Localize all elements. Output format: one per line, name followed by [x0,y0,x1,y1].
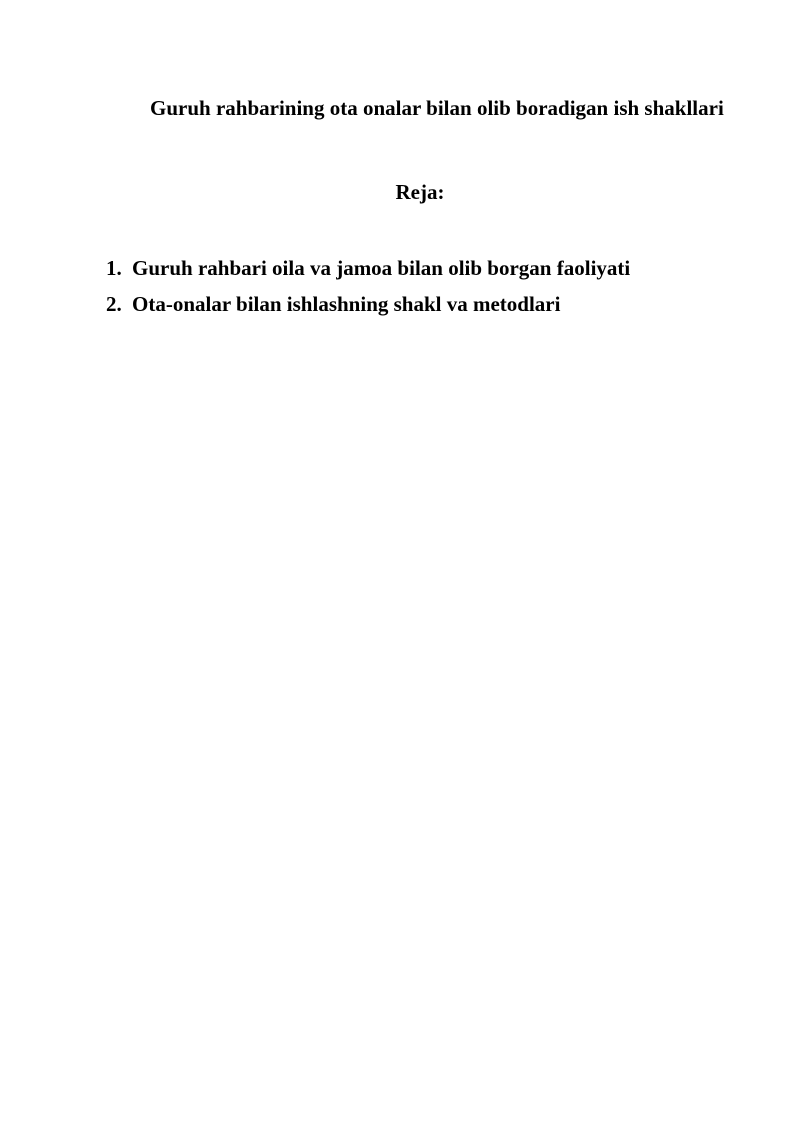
document-title: Guruh rahbarining ota onalar bilan olib boradigan ish shakllari [150,96,724,120]
plan-list [106,254,630,326]
list-item [106,254,630,282]
list-item-number: 1. [106,256,122,280]
list-item [106,290,630,318]
list-item-text: Ota-onalar bilan ishlashning shakl va metodlari [132,292,561,316]
list-item-number: 2. [106,292,122,316]
list-item-text: Guruh rahbari oila va jamoa bilan olib borgan faoliyati [132,256,631,280]
plan-heading: Reja: [395,180,445,204]
